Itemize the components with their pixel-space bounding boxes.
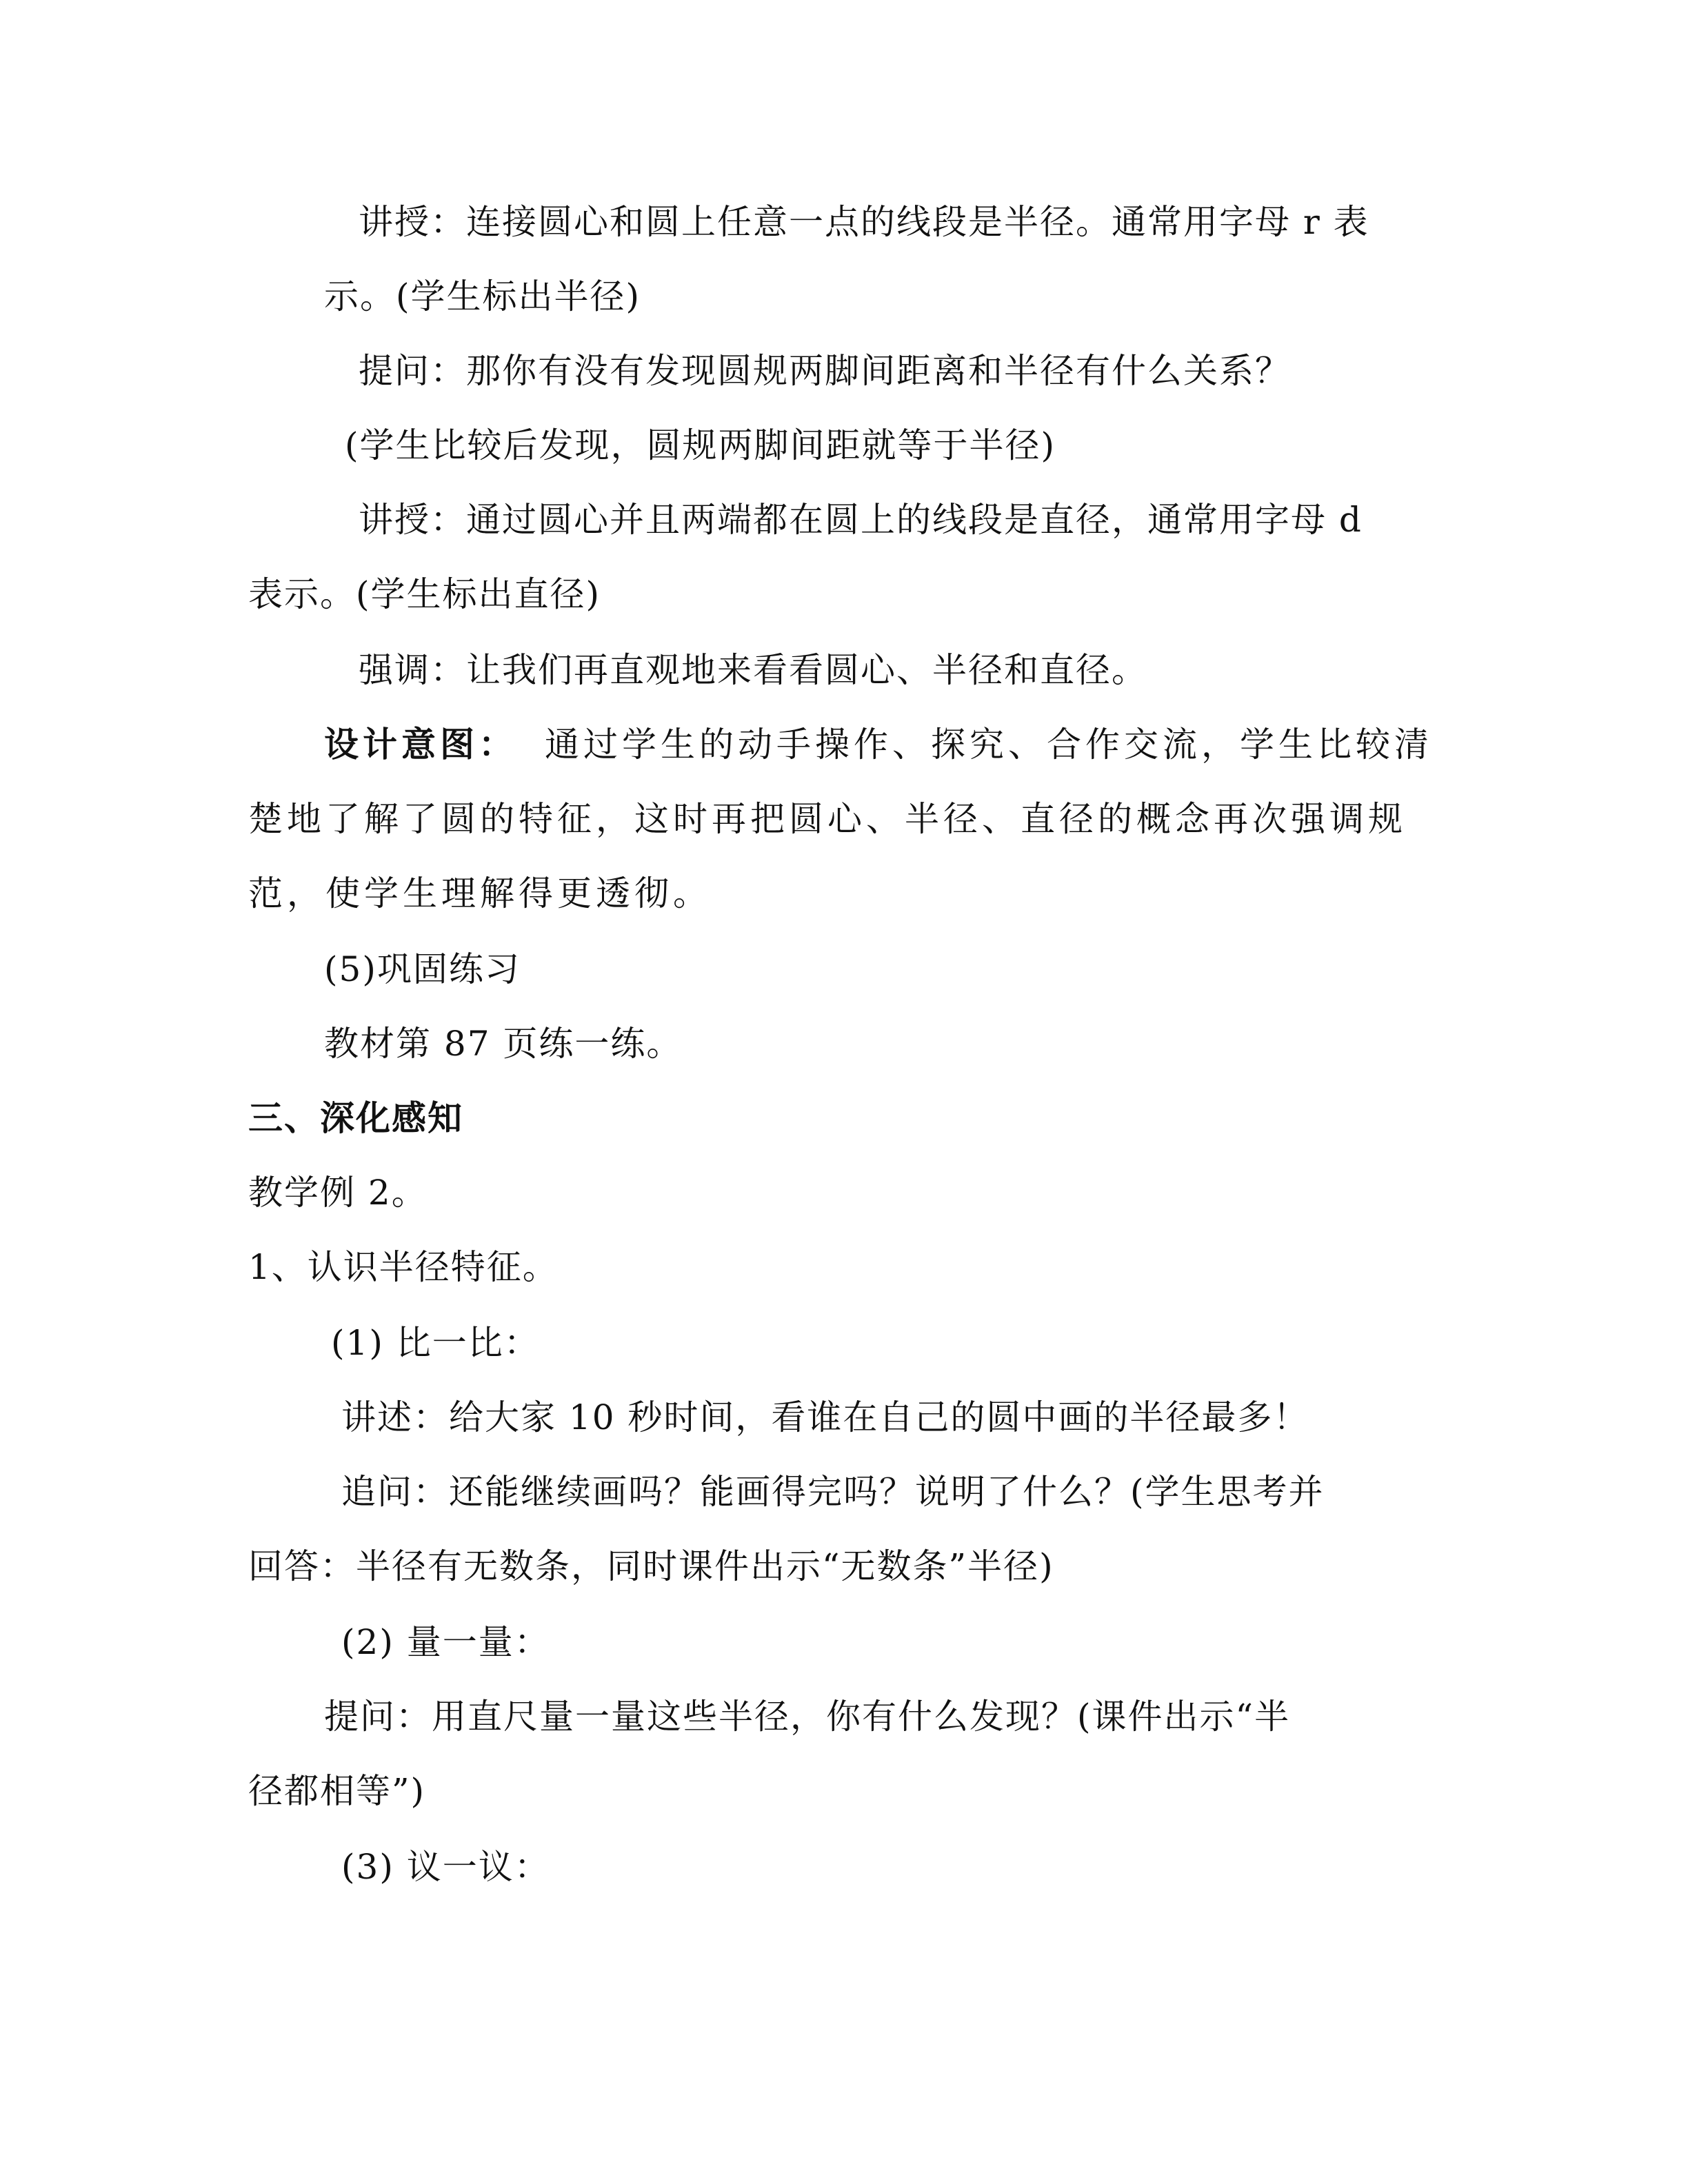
paragraph-line-question-2: 径都相等”) [248,1771,426,1811]
paragraph-line-4: (学生比较后发现，圆规两脚间距就等于半径) [345,425,1056,465]
paragraph-line-7: 强调：让我们再直观地来看看圆心、半径和直径。 [359,650,1147,690]
textbook-exercise: 教材第 87 页练一练。 [324,1024,683,1064]
subsection-1: 1、认识半径特征。 [248,1247,559,1287]
design-intent-line-1 [324,722,1433,767]
example-2: 教学例 2。 [248,1173,428,1213]
section-heading-3: 三、深化感知 [248,1098,463,1138]
paragraph-line-5: 讲授：通过圆心并且两端都在圆上的线段是直径，通常用字母 d [359,500,1363,540]
paragraph-line-3: 提问：那你有没有发现圆规两脚间距离和半径有什么关系？ [359,351,1291,391]
paragraph-line-ask-1: 追问：还能继续画吗？能画得完吗？说明了什么？(学生思考并 [341,1472,1325,1512]
design-intent-text-1: 通过学生的动手操作、探究、合作交流，学生比较清 [545,725,1433,765]
paragraph-line-question-1: 提问：用直尺量一量这些半径，你有什么发现？(课件出示“半 [324,1697,1291,1737]
subitem-measure: (2) 量一量： [341,1622,550,1662]
paragraph-line-narrate: 讲述：给大家 10 秒时间，看谁在自己的圆中画的半径最多！ [341,1397,1309,1437]
paragraph-line-1: 讲授：连接圆心和圆上任意一点的线段是半径。通常用字母 r 表 [359,202,1369,242]
subitem-compare: (1) 比一比： [331,1323,540,1363]
design-intent-label: 设计意图： [324,724,517,765]
subitem-discuss: (3) 议一议： [341,1847,550,1887]
section-item-5: (5)巩固练习 [324,949,521,989]
design-intent-line-2: 楚地了解了圆的特征，这时再把圆心、半径、直径的概念再次强调规 [248,799,1407,839]
paragraph-line-ask-2: 回答：半径有无数条，同时课件出示“无数条”半径) [248,1546,1054,1586]
design-intent-line-3: 范，使学生理解得更透彻。 [248,873,712,913]
paragraph-line-6: 表示。(学生标出直径) [248,574,601,614]
paragraph-line-2: 示。(学生标出半径) [324,276,641,316]
